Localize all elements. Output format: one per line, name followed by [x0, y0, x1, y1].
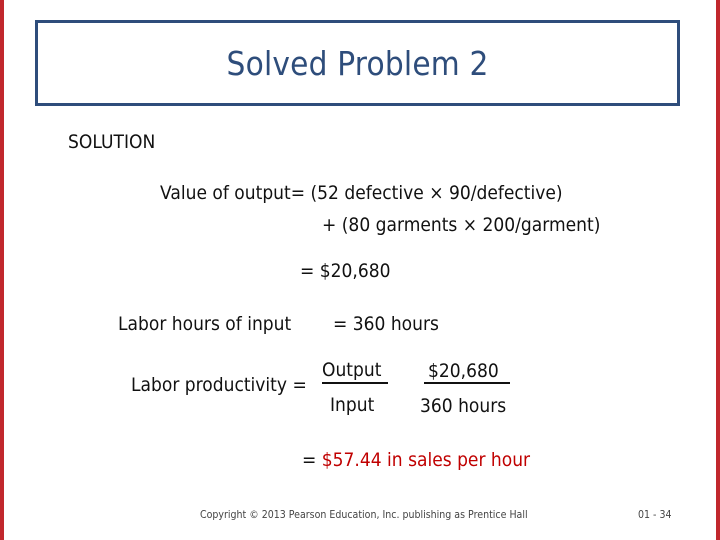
slide-title: Solved Problem 2	[226, 43, 489, 83]
labor-hours-value: = 360 hours	[333, 313, 439, 335]
fraction-bar-words	[322, 382, 388, 384]
slide-left-border	[0, 0, 4, 540]
productivity-result-prefix: =	[302, 449, 317, 471]
productivity-result-highlight: $57.44 in sales per hour	[321, 449, 531, 471]
labor-productivity-label: Labor productivity =	[131, 374, 307, 396]
value-of-output-result: = $20,680	[300, 260, 391, 282]
labor-hours-label: Labor hours of input	[118, 313, 292, 335]
fraction-bar-values	[424, 382, 510, 384]
footer-page-number: 01 - 34	[638, 508, 672, 521]
value-of-output-line2: + (80 garments × 200/garment)	[322, 214, 601, 236]
fraction-denominator-value: 360 hours	[420, 395, 507, 417]
fraction-denominator-word: Input	[330, 394, 375, 416]
title-box	[35, 20, 680, 106]
section-heading: SOLUTION	[68, 131, 156, 153]
value-of-output-line1: Value of output= (52 defective × 90/defective)	[160, 182, 563, 204]
slide-right-border	[716, 0, 720, 540]
fraction-numerator-value: $20,680	[428, 360, 499, 382]
footer-copyright: Copyright © 2013 Pearson Education, Inc. publishing as Prentice Hall	[200, 508, 528, 521]
fraction-numerator-word: Output	[322, 359, 382, 381]
productivity-result	[302, 451, 530, 470]
